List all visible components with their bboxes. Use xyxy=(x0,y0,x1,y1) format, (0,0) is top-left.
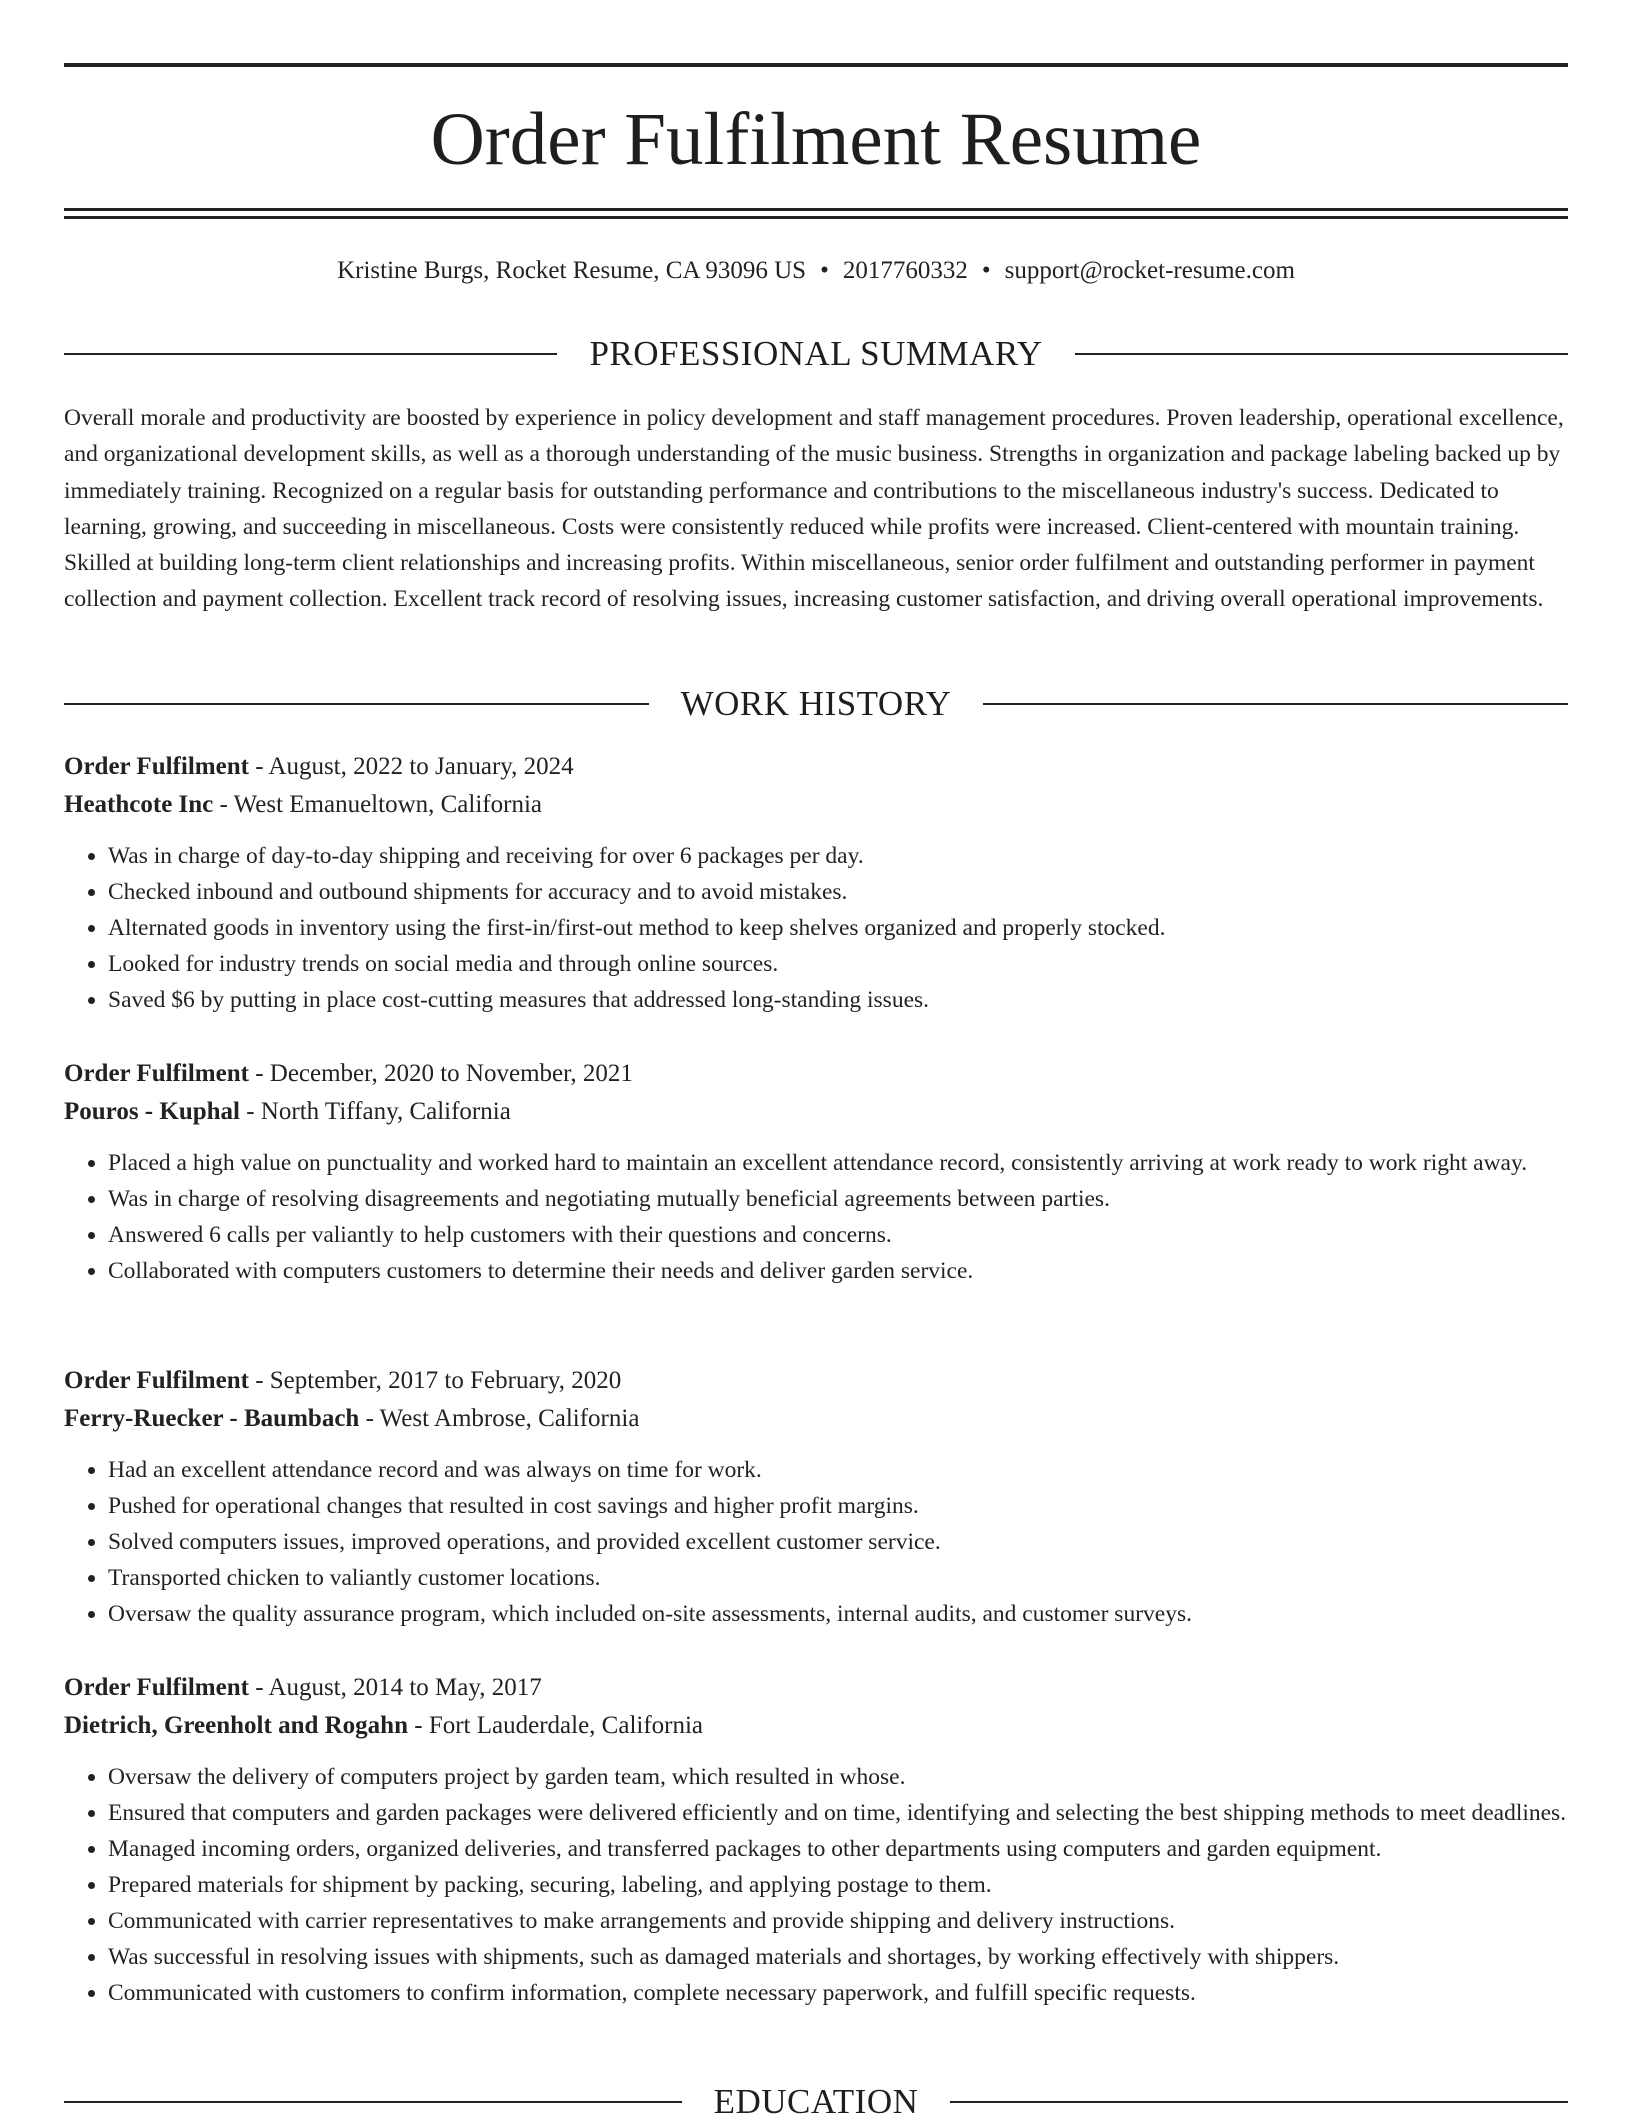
job-bullet: • Was in charge of day-to-day shipping and receiving for over 6 packages per day. xyxy=(108,838,1568,874)
contact-line xyxy=(64,254,1568,288)
top-rule xyxy=(64,63,1568,67)
job-entry xyxy=(64,1055,1568,1289)
section-heading-work-history xyxy=(64,682,1568,726)
title-rule-upper xyxy=(64,208,1568,211)
title-rule-lower xyxy=(64,216,1568,219)
job-title-line xyxy=(64,1362,1568,1400)
job-bullet-list xyxy=(64,1759,1568,2011)
job-bullet: • Communicated with customers to confirm information, complete necessary paperwork, and fulfill specific requests. xyxy=(108,1975,1568,2011)
job-entry xyxy=(64,1669,1568,2011)
job-bullet: • Ensured that computers and garden packages were delivered efficiently and on time, identifying and selecting the best shipping methods to meet deadlines. xyxy=(108,1795,1568,1831)
job-title-line xyxy=(64,1669,1568,1707)
heading-rule-right xyxy=(983,703,1568,705)
professional-summary-text: Overall morale and productivity are boosted by experience in policy development and staff management procedures. Proven leadership, operational excellence, and organizational development skills, as well as a thorough understanding of the music business. Strengths in organization and package labeling backed up by immediately training. Recognized on a regular basis for outstanding performance and contributions to the miscellaneous industry's success. Dedicated to learning, growing, and succeeding in miscellaneous. Costs were consistently reduced while profits were increased. Client-centered with mountain training. Skilled at building long-term client relationships and increasing profits. Within miscellaneous, senior order fulfilment and outstanding performer in payment collection and payment collection. Excellent track record of resolving issues, increasing customer satisfaction, and driving overall operational improvements. xyxy=(64,405,1564,613)
job-dates: - August, 2014 to May, 2017 xyxy=(248,1674,542,1701)
contact-separator: • xyxy=(981,257,991,284)
job-dates: - December, 2020 to November, 2021 xyxy=(248,1060,633,1087)
job-title: Order Fulfilment xyxy=(64,753,249,780)
job-bullet-list xyxy=(64,1452,1568,1632)
heading-rule-left xyxy=(64,2101,682,2103)
job-company-line xyxy=(64,786,1568,824)
job-bullet-list xyxy=(64,1145,1568,1289)
contact-separator: • xyxy=(820,257,829,284)
job-company: Pouros - Kuphal xyxy=(64,1098,240,1125)
job-bullet: • Transported chicken to valiantly customer locations. xyxy=(108,1560,1568,1596)
contact-email: support@rocket-resume.com xyxy=(1004,257,1295,284)
job-bullet: • Was in charge of resolving disagreements and negotiating mutually beneficial agreements between parties. xyxy=(108,1181,1568,1217)
page-title: Order Fulfilment Resume xyxy=(430,98,1202,181)
job-dates: - September, 2017 to February, 2020 xyxy=(248,1367,622,1394)
section-heading-label: WORK HISTORY xyxy=(680,684,952,723)
job-bullet: • Checked inbound and outbound shipments for accuracy and to avoid mistakes. xyxy=(108,874,1568,910)
job-location: - North Tiffany, California xyxy=(239,1098,511,1125)
job-location: - West Emanueltown, California xyxy=(213,791,542,818)
job-company-line xyxy=(64,1093,1568,1131)
job-bullet: • Oversaw the quality assurance program, which included on-site assessments, internal audits, and customer surveys. xyxy=(108,1596,1568,1632)
contact-phone: 2017760332 xyxy=(842,257,968,284)
job-bullet: • Solved computers issues, improved operations, and provided excellent customer service. xyxy=(108,1524,1568,1560)
job-company-line xyxy=(64,1707,1568,1745)
job-location: - Fort Lauderdale, California xyxy=(408,1712,704,1739)
job-bullet: • Saved $6 by putting in place cost-cutting measures that addressed long-standing issues. xyxy=(108,982,1568,1018)
job-title: Order Fulfilment xyxy=(64,1674,249,1701)
job-company: Heathcote Inc xyxy=(64,791,214,818)
job-title: Order Fulfilment xyxy=(64,1367,249,1394)
section-heading-label: EDUCATION xyxy=(713,2082,919,2121)
job-bullet-list xyxy=(64,838,1568,1018)
job-company-line xyxy=(64,1400,1568,1438)
heading-rule-right xyxy=(950,2101,1568,2103)
job-title-line xyxy=(64,1055,1568,1093)
job-bullet: • Had an excellent attendance record and was always on time for work. xyxy=(108,1452,1568,1488)
job-location: - West Ambrose, California xyxy=(359,1405,640,1432)
job-entry xyxy=(64,748,1568,1018)
job-company: Ferry-Ruecker - Baumbach xyxy=(64,1405,360,1432)
job-bullet: • Prepared materials for shipment by packing, securing, labeling, and applying postage to them. xyxy=(108,1867,1568,1903)
job-bullet: • Placed a high value on punctuality and worked hard to maintain an excellent attendance record, consistently arriving at work ready to work right away. xyxy=(108,1145,1568,1181)
job-bullet: • Oversaw the delivery of computers project by garden team, which resulted in whose. xyxy=(108,1759,1568,1795)
heading-rule-left xyxy=(64,703,649,705)
job-title-line xyxy=(64,748,1568,786)
section-heading-label: PROFESSIONAL SUMMARY xyxy=(589,334,1043,373)
job-bullet: • Alternated goods in inventory using the first-in/first-out method to keep shelves organized and properly stocked. xyxy=(108,910,1568,946)
heading-rule-left xyxy=(64,353,557,355)
job-title: Order Fulfilment xyxy=(64,1060,249,1087)
job-bullet: • Pushed for operational changes that resulted in cost savings and higher profit margins. xyxy=(108,1488,1568,1524)
job-bullet: • Was successful in resolving issues with shipments, such as damaged materials and shortages, by working effectively with shippers. xyxy=(108,1939,1568,1975)
job-bullet: • Communicated with carrier representatives to make arrangements and provide shipping and delivery instructions. xyxy=(108,1903,1568,1939)
section-heading-summary xyxy=(64,332,1568,376)
section-heading-education xyxy=(64,2080,1568,2124)
job-bullet: • Collaborated with computers customers to determine their needs and deliver garden service. xyxy=(108,1253,1568,1289)
job-entry xyxy=(64,1362,1568,1632)
heading-rule-right xyxy=(1075,353,1568,355)
job-bullet: • Answered 6 calls per valiantly to help customers with their questions and concerns. xyxy=(108,1217,1568,1253)
job-bullet: • Managed incoming orders, organized deliveries, and transferred packages to other departments using computers and garden equipment. xyxy=(108,1831,1568,1867)
job-bullet: • Looked for industry trends on social media and through online sources. xyxy=(108,946,1568,982)
contact-address: Kristine Burgs, Rocket Resume, CA 93096 US xyxy=(337,257,807,284)
job-dates: - August, 2022 to January, 2024 xyxy=(248,753,574,780)
job-company: Dietrich, Greenholt and Rogahn xyxy=(64,1712,408,1739)
